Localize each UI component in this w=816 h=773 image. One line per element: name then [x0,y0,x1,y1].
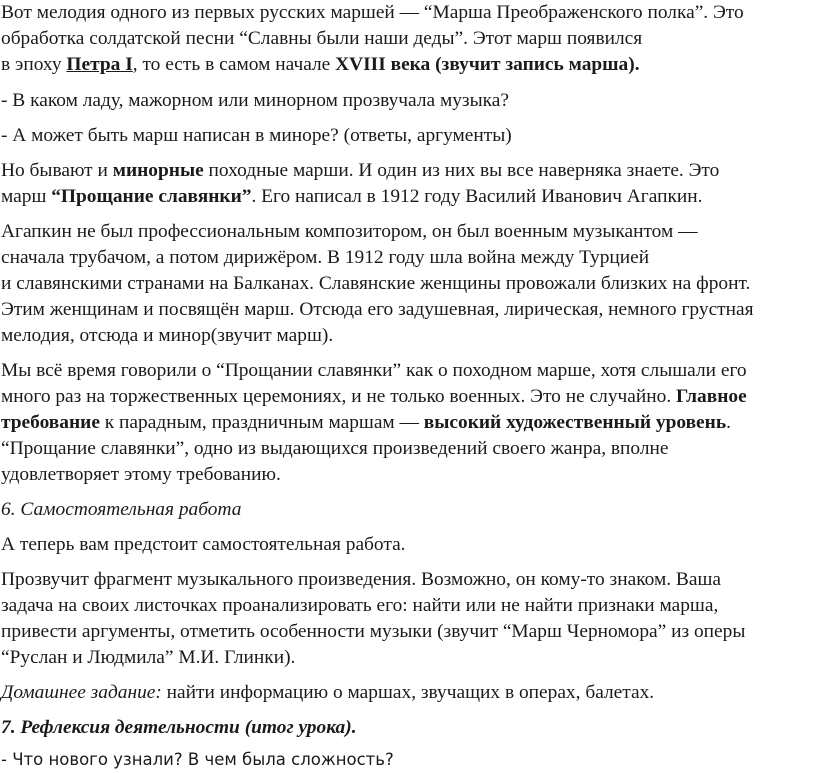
paragraph-agapkin-line-4: Этим женщинам и посвящён марш. Отсюда его задушевная, лирическая, немного грустная [1,299,754,320]
bold-text: Главное [676,386,747,407]
paragraph-task-line-2: задача на своих листочках проанализировать его: найти или не найти признаки марша, [1,595,719,616]
text-run: много раз на торжественных церемониях, и не только военных. Это не случайно. [1,386,677,407]
section-heading-6 [1,497,241,523]
paragraph-task-line-3: привести аргументы, отметить особенности музыки (звучит “Марш Черномора” из оперы [1,621,746,642]
paragraph-ceremony-line-1: Мы всё время говорили о “Прощании славянки” как о походном марше, хотя слышали его [1,360,747,381]
text-run: . [726,412,731,433]
homework-text: найти информацию о маршах, звучащих в операх, балетах. [161,682,655,703]
paragraph-agapkin-line-5: мелодия, отсюда и минор(звучит марш). [1,325,334,346]
reflection-question: - Что нового узнали? В чем была сложность? [1,750,394,769]
paragraph-intro-line-1: Вот мелодия одного из первых русских маршей — “Марша Преображенского полка”. Это [1,2,744,23]
bold-text: XVIII века (звучит запись марша). [335,54,640,75]
paragraph-agapkin-line-1: Агапкин не был профессиональным композитором, он был военным музыкантом — [1,221,698,242]
paragraph-minor-line-1 [1,158,719,184]
text-run: , то есть в самом начале [132,54,336,75]
bold-italic-text: 7. Рефлексия деятельности (итог урока). [1,717,357,738]
paragraph-task-line-1: Прозвучит фрагмент музыкального произведения. Возможно, он кому-то знаком. Ваша [1,569,722,590]
paragraph-ceremony-line-5: удовлетворяет этому требованию. [1,464,281,485]
text-run: в эпоху [1,54,67,75]
paragraph-agapkin-line-3: и славянскими странами на Балканах. Славянские женщины провожали близких на фронт. [1,273,751,294]
text-run: Но бывают и [1,160,113,181]
paragraph-minor-line-2 [1,184,703,210]
paragraph-intro-line-3 [1,52,640,78]
bold-text: требование [1,412,100,433]
bold-text: минорные [112,160,204,181]
paragraph-intro-line-2: обработка солдатской песни “Славны были наши деды”. Этот марш появился [1,28,643,49]
question-2: - А может быть марш написан в миноре? (ответы, аргументы) [1,125,512,146]
paragraph-ceremony-line-2 [1,384,747,410]
italic-text: 6. Самостоятельная работа [1,499,242,520]
homework-label: Домашнее задание: [1,682,162,703]
homework-line [1,680,654,706]
peter-link-text: Петра I [66,54,133,75]
text-run: к парадным, праздничным маршам — [99,412,424,433]
text-run: походные марши. И один из них вы все наверняка знаете. Это [203,160,720,181]
bold-text: высокий художественный уровень [423,412,727,433]
paragraph-task-line-4: “Руслан и Людмила” М.И. Глинки). [1,647,296,668]
paragraph-ceremony-line-4: “Прощание славянки”, одно из выдающихся произведений своего жанра, вполне [1,438,669,459]
text-run: . Его написал в 1912 году Василий Иванович Агапкин. [251,186,703,207]
paragraph-ceremony-line-3 [1,410,731,436]
section-heading-7 [1,715,357,741]
bold-text: “Прощание славянки” [51,186,252,207]
text-run: марш [1,186,52,207]
question-1: - В каком ладу, мажорном или минорном прозвучала музыка? [1,90,509,111]
paragraph-independent-work: А теперь вам предстоит самостоятельная работа. [1,534,406,555]
paragraph-agapkin-line-2: сначала трубачом, а потом дирижёром. В 1912 году шла война между Турцией [1,247,650,268]
